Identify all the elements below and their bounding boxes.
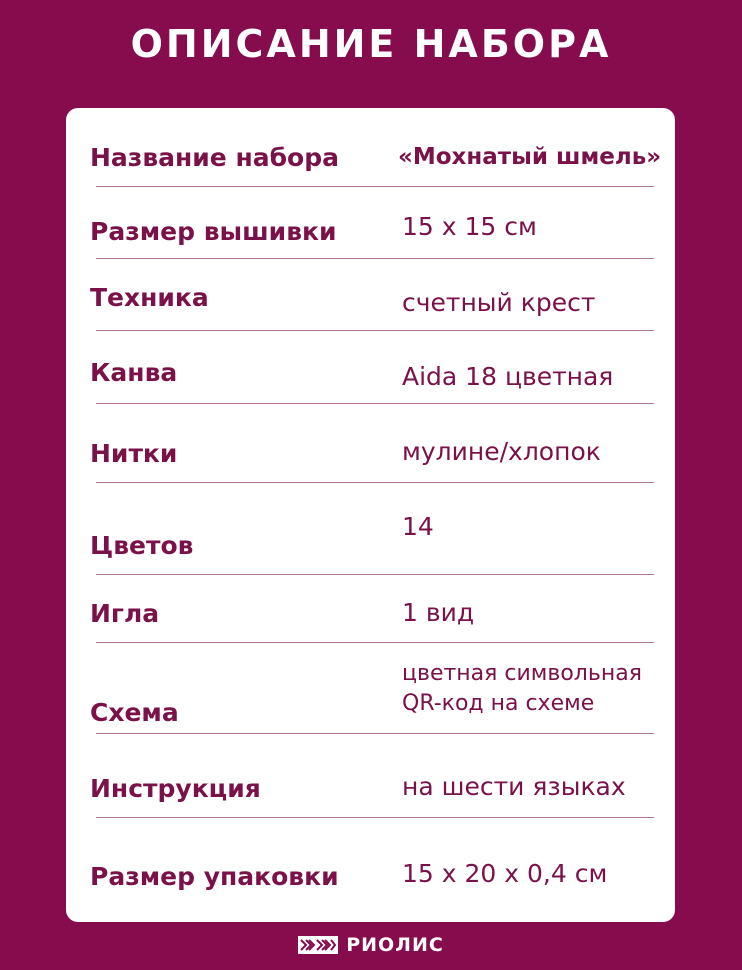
row-label: Название набора [90, 143, 339, 172]
row-label: Игла [90, 599, 160, 628]
row-value: Aida 18 цветная [402, 362, 614, 391]
row-value-line2: QR-код на схеме [402, 691, 595, 716]
row-value: 14 [402, 512, 434, 541]
row-label: Схема [90, 698, 179, 727]
table-row [90, 108, 662, 187]
table-row [90, 258, 654, 331]
row-label: Инструкция [90, 774, 261, 803]
table-row [90, 574, 654, 643]
table-row [90, 330, 654, 404]
brand-name: РИОЛИС [346, 934, 444, 956]
table-row [90, 733, 654, 818]
row-label: Цветов [90, 531, 194, 560]
table-row [90, 817, 654, 903]
row-value: 15 х 20 х 0,4 см [402, 859, 608, 888]
table-row [90, 482, 654, 575]
row-value: 15 х 15 см [402, 212, 537, 241]
row-value: мулине/хлопок [402, 437, 601, 466]
table-row [90, 642, 654, 734]
row-label: Размер вышивки [90, 217, 337, 246]
table-row [90, 186, 654, 259]
row-label: Размер упаковки [90, 862, 339, 891]
table-row [90, 403, 654, 483]
row-value: на шести языках [402, 772, 626, 801]
description-card [66, 108, 675, 922]
page-title: ОПИСАНИЕ НАБОРА [130, 22, 612, 66]
brand-logo-icon [298, 936, 338, 954]
row-label: Нитки [90, 439, 178, 468]
row-value: счетный крест [402, 288, 596, 317]
row-value: «Мохнатый шмель» [398, 144, 662, 170]
row-label: Техника [90, 283, 209, 312]
footer-brand [0, 930, 742, 960]
row-value-line1: цветная символьная [402, 661, 642, 686]
row-value: 1 вид [402, 598, 475, 627]
row-label: Канва [90, 358, 178, 387]
